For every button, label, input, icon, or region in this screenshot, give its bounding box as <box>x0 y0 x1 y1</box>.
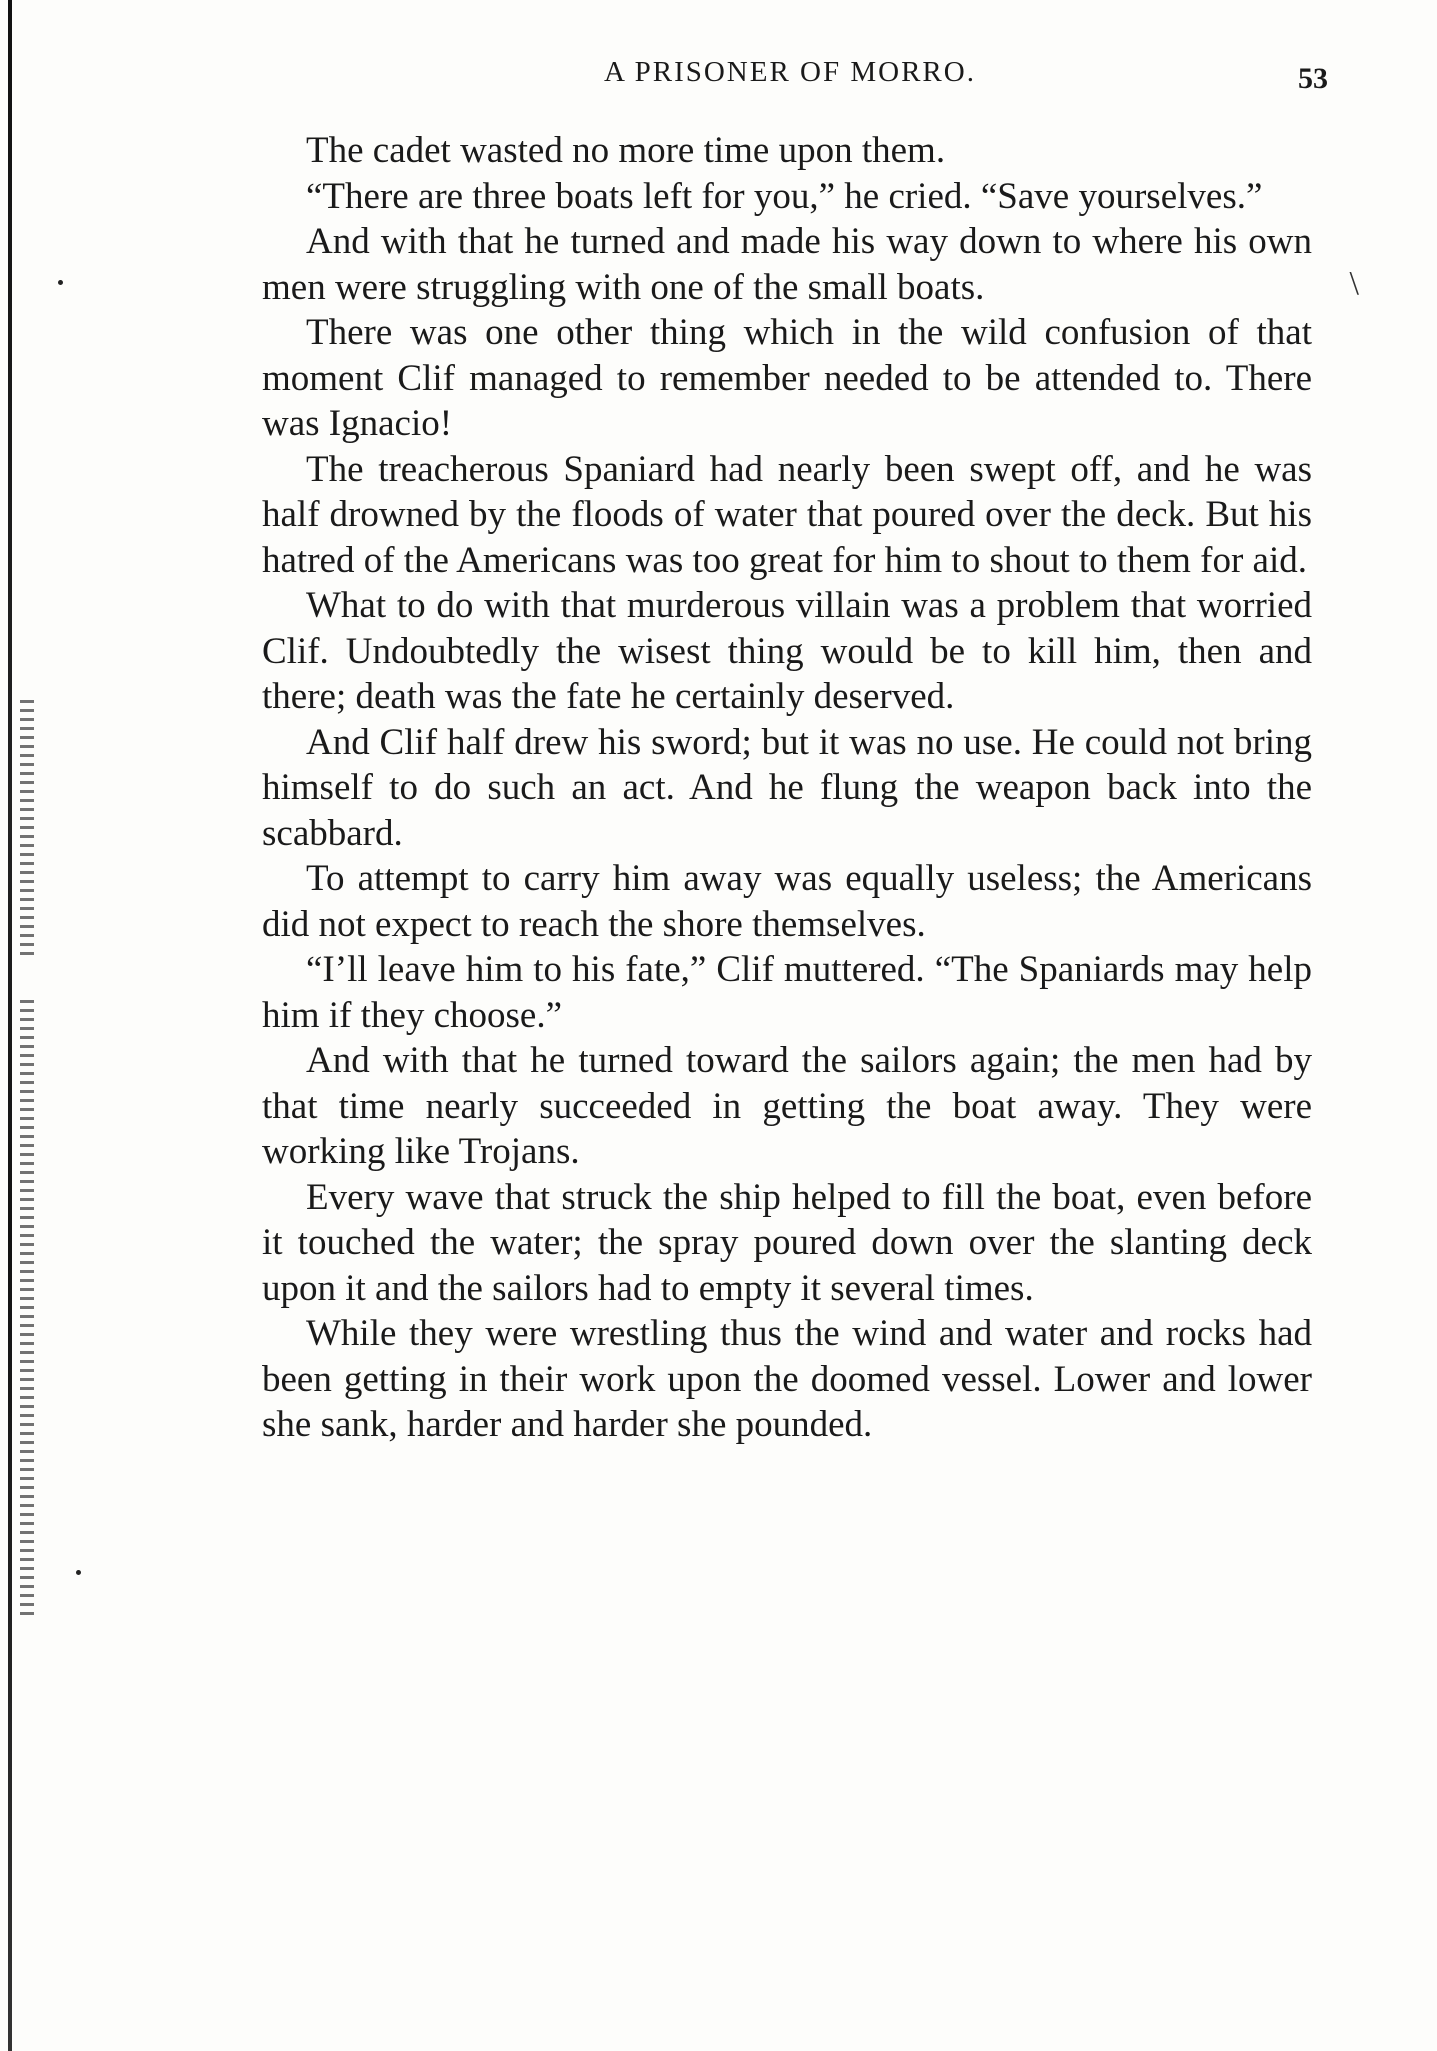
paragraph: There was one other thing which in the wild confusion of that moment Clif managed to remember needed to be attended to. There was Ignacio! <box>262 312 1312 444</box>
binding-speckle <box>20 1000 34 1620</box>
paragraph: While they were wrestling thus the wind and water and rocks had been getting in their work upon the doomed vessel. Lower and lower she sank, harder and harder she pounded. <box>262 1313 1312 1445</box>
margin-mark: \ <box>1349 265 1359 302</box>
body-text <box>262 128 1312 1448</box>
paragraph: What to do with that murderous villain was a problem that worried Clif. Undoubtedly the wisest thing would be to kill him, then and there; death was the fate he certainly deserved. <box>262 585 1312 717</box>
paragraph: To attempt to carry him away was equally useless; the Americans did not expect to reach the shore themselves. <box>262 858 1312 945</box>
page-number: 53 <box>1298 62 1328 95</box>
paragraph: And with that he turned toward the sailors again; the men had by that time nearly succeeded in getting the boat away. They were working like Trojans. <box>262 1040 1312 1172</box>
paragraph: The treacherous Spaniard had nearly been swept off, and he was half drowned by the floods of water that poured over the deck. But his hatred of the Americans was too great for him to shout to them for aid. <box>262 448 1312 581</box>
paragraph: And with that he turned and made his way down to where his own men were struggling with one of the small boats. <box>262 221 1312 308</box>
paragraph: Every wave that struck the ship helped to fill the boat, even before it touched the water; the spray poured down over the slanting deck upon it and the sailors had to empty it several times. <box>262 1176 1312 1309</box>
page-header <box>260 52 1328 95</box>
running-title: A PRISONER OF MORRO. <box>604 56 976 88</box>
paragraph: The cadet wasted no more time upon them. <box>306 130 946 171</box>
paragraph: “I’ll leave him to his fate,” Clif muttered. “The Spaniards may help him if they choose.” <box>262 949 1312 1036</box>
binding-speckle <box>20 700 34 960</box>
ink-speck <box>58 280 63 285</box>
binding-edge <box>8 0 12 2051</box>
ink-speck <box>76 1570 81 1575</box>
paragraph: And Clif half drew his sword; but it was no use. He could not bring himself to do such an act. And he flung the weapon back into the scabbard. <box>262 721 1312 854</box>
paragraph: “There are three boats left for you,” he cried. “Save yourselves.” <box>306 175 1263 217</box>
